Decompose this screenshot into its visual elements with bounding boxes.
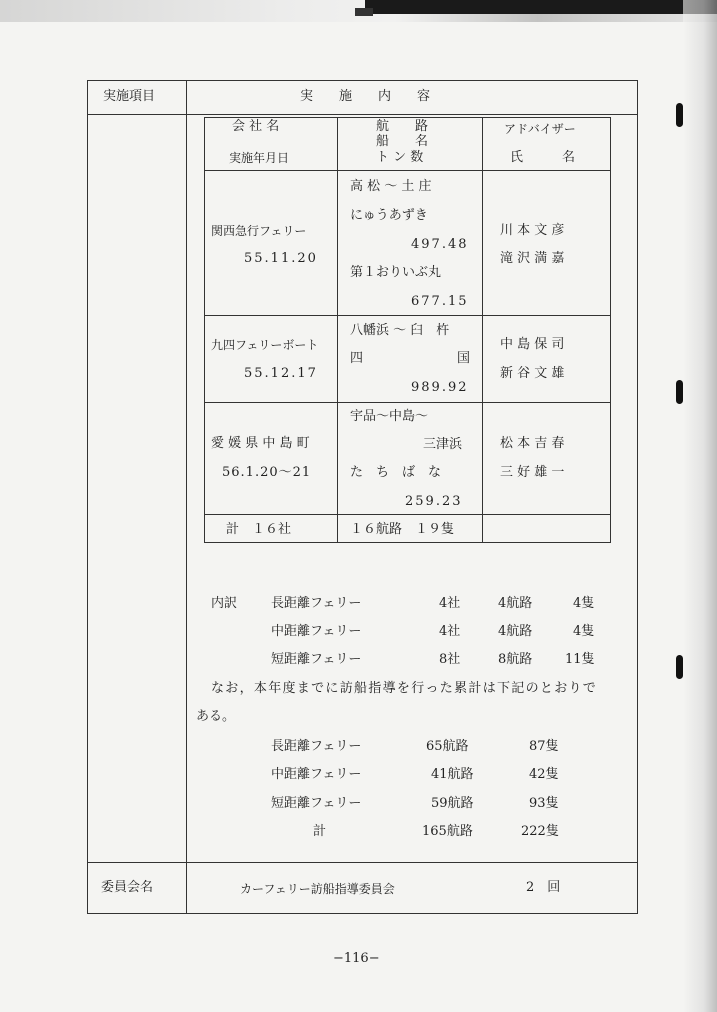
row1-ship2: 第１おりいぶ丸 (350, 265, 442, 280)
cumulative-ships: 93隻 (529, 796, 559, 811)
breakdown-type: 短距離フェリー (271, 652, 362, 667)
row3-company: 愛 媛 県 中 島 町 (211, 436, 310, 451)
row3-route-b: 三津浜 (423, 437, 463, 452)
row2-route: 八幡浜 〜 臼 杵 (350, 323, 450, 338)
cumulative-ships: 42隻 (529, 767, 559, 782)
total-companies: 計 １６社 (226, 522, 292, 537)
table-col-divider (482, 117, 483, 543)
scan-bar-tip (355, 8, 373, 16)
row1-ton2: 677.15 (411, 294, 469, 309)
note-line-2: ある。 (196, 709, 236, 724)
cumulative-ships: 87隻 (529, 739, 559, 754)
row1-adviser1: 川 本 文 彦 (500, 223, 565, 238)
table-col-divider (337, 117, 338, 543)
punch-hole (676, 103, 683, 127)
cumulative-total-label: 計 (313, 824, 327, 839)
page-number: −116− (333, 951, 380, 966)
col-header-adviser: アドバイザー (504, 122, 576, 136)
breakdown-label: 内訳 (211, 596, 238, 611)
committee-count: 2 回 (526, 880, 561, 895)
row2-ship-right: 国 (457, 351, 471, 366)
breakdown-routes: 8航路 (498, 652, 533, 667)
breakdown-companies: 8社 (439, 652, 461, 667)
breakdown-type: 中距離フェリー (271, 624, 362, 639)
col-header-company: 会 社 名 (232, 119, 280, 134)
cumulative-routes: 41航路 (431, 767, 474, 782)
cumulative-type: 短距離フェリー (271, 796, 362, 811)
scan-shadow-right (683, 0, 717, 1012)
row2-adviser2: 新 谷 文 雄 (500, 366, 565, 381)
row1-adviser2: 滝 沢 満 嘉 (500, 251, 565, 266)
table-row-divider (204, 315, 611, 316)
total-routes-ships: １６航路 １９隻 (350, 522, 455, 537)
breakdown-type: 長距離フェリー (271, 596, 362, 611)
row1-date: 55.11.20 (244, 251, 318, 266)
column-divider (186, 80, 187, 914)
row2-ton1: 989.92 (411, 380, 469, 395)
committee-label: 委員会名 (101, 880, 154, 895)
table-row-divider (204, 402, 611, 403)
breakdown-ships: 4隻 (573, 624, 595, 639)
scan-bar (365, 0, 717, 14)
breakdown-ships: 4隻 (573, 596, 595, 611)
header-item: 実施項目 (103, 89, 156, 104)
committee-name: カーフェリー訪船指導委員会 (240, 882, 395, 896)
note-line-1: なお，本年度までに訪船指導を行った累計は下記のとおりで (211, 681, 598, 696)
breakdown-routes: 4航路 (498, 596, 533, 611)
row3-ship1: た ち ば な (350, 465, 442, 480)
punch-hole (676, 380, 683, 404)
col-header-name: 氏 名 (510, 150, 576, 165)
header-content: 実 施 内 容 (300, 89, 431, 104)
breakdown-companies: 4社 (439, 596, 461, 611)
row2-ship-left: 四 (350, 351, 364, 366)
cumulative-total-routes: 165航路 (422, 824, 473, 839)
row1-ton1: 497.48 (411, 237, 469, 252)
breakdown-companies: 4社 (439, 624, 461, 639)
row3-ton1: 259.23 (405, 494, 463, 509)
punch-hole (676, 655, 683, 679)
row2-adviser1: 中 島 保 司 (500, 337, 565, 352)
row3-adviser1: 松 本 吉 春 (500, 436, 565, 451)
row2-company: 九四フェリーボート (211, 338, 319, 352)
cumulative-routes: 65航路 (426, 739, 469, 754)
row3-date: 56.1.20〜21 (222, 465, 312, 480)
committee-rule (87, 862, 638, 863)
cumulative-type: 長距離フェリー (271, 739, 362, 754)
row1-company: 関西急行フェリー (211, 224, 307, 238)
row3-route-a: 宇品〜中島〜 (350, 409, 429, 424)
col-header-ship: 船 名 (376, 134, 429, 149)
col-header-route: 航 路 (376, 119, 429, 134)
header-rule (87, 114, 638, 115)
breakdown-routes: 4航路 (498, 624, 533, 639)
cumulative-type: 中距離フェリー (271, 767, 362, 782)
table-row-divider (204, 170, 611, 171)
col-header-date: 実施年月日 (229, 151, 290, 165)
row3-adviser2: 三 好 雄 一 (500, 465, 565, 480)
breakdown-ships: 11隻 (565, 652, 595, 667)
table-row-divider (204, 514, 611, 515)
row1-route: 高 松 〜 土 庄 (350, 179, 432, 194)
cumulative-total-ships: 222隻 (521, 824, 559, 839)
row2-date: 55.12.17 (244, 366, 318, 381)
row1-ship1: にゅうあずき (350, 208, 428, 223)
col-header-tonnage: ト ン 数 (376, 150, 424, 165)
cumulative-routes: 59航路 (431, 796, 474, 811)
